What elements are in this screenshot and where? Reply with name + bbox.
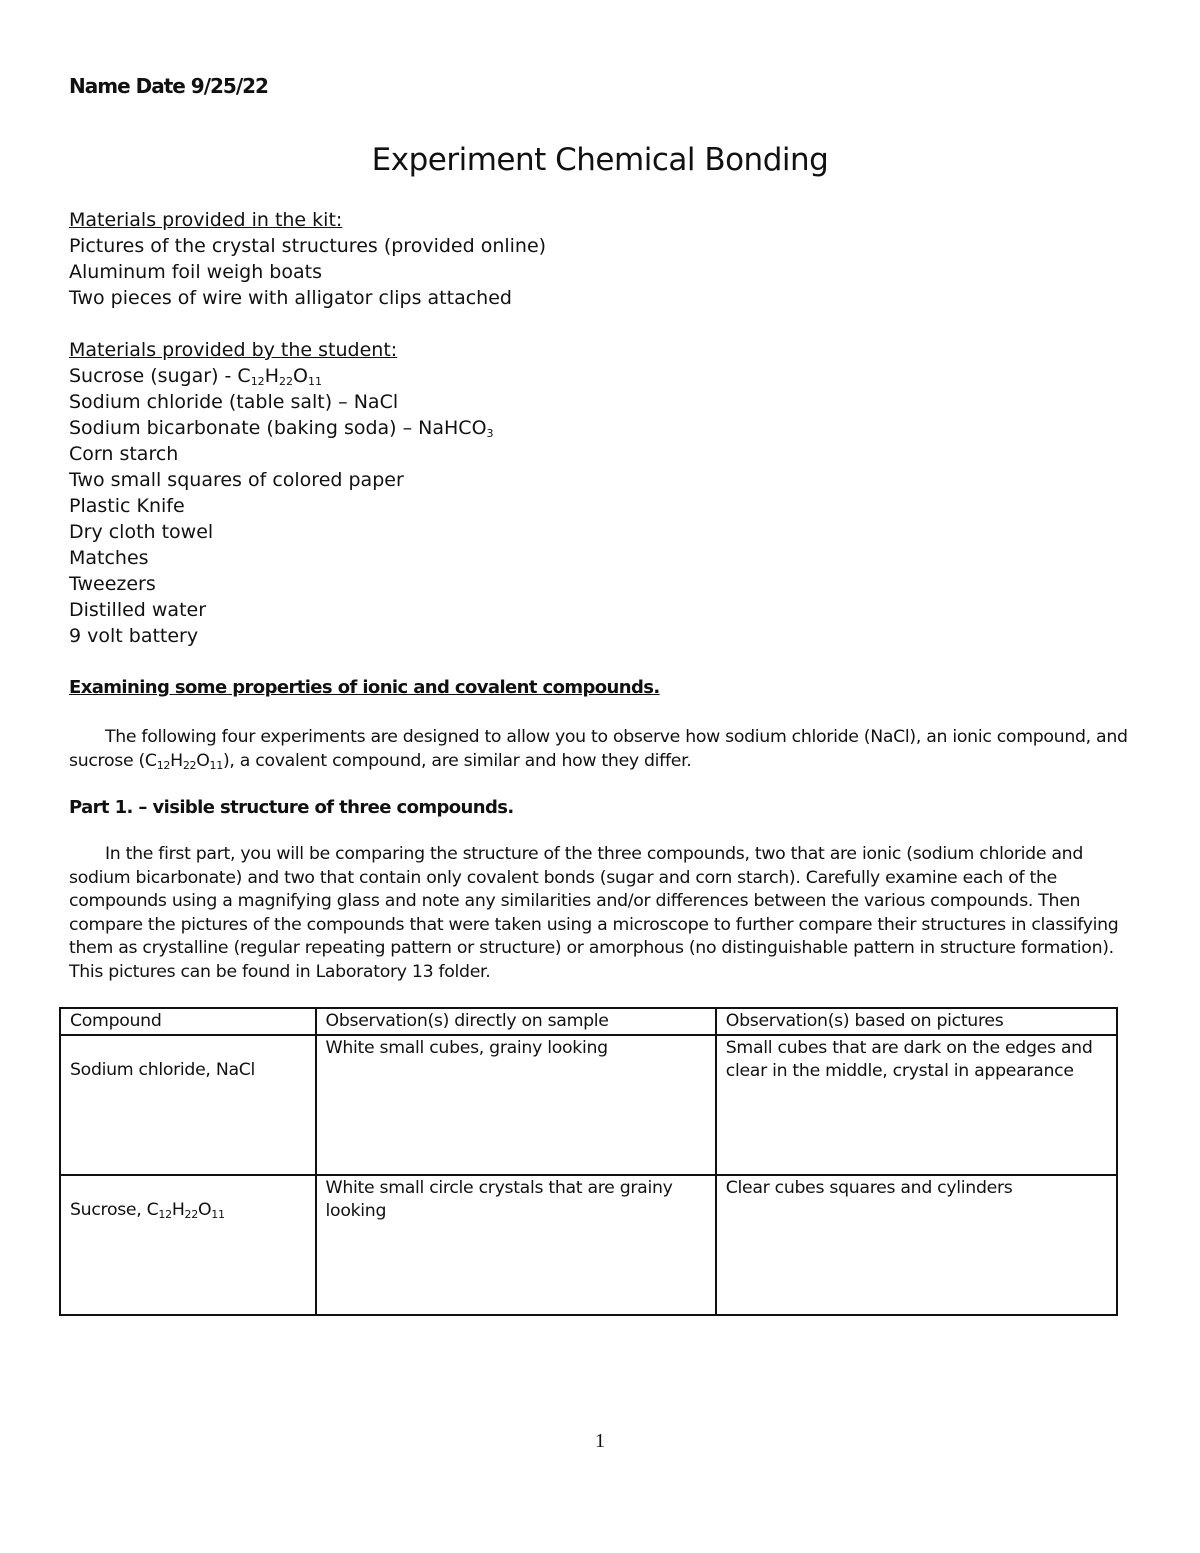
list-item: 9 volt battery: [69, 625, 199, 647]
part1-paragraph: In the first part, you will be comparing the structure of the three compounds, two that are ionic (sodium chloride and sodium bicarbonate) and two that contain only covalent bonds (sugar and corn starch). Carefully examine each of the compounds using a magnifying glass and note any similarities and/or differences between the various compounds. Then compare the pictures of the compounds that were taken using a microscope to further compare their structures in classifying them as crystalline (regular repeating pattern or structure) or amorphous (no distinguishable pattern in structure formation). This pictures can be found in Laboratory 13 folder.: [69, 844, 1119, 982]
observation-table: [59, 1007, 1118, 1316]
student-materials-heading: Materials provided by the student:: [69, 339, 398, 361]
table-row: [60, 1035, 1117, 1175]
column-header: Observation(s) directly on sample: [316, 1008, 716, 1035]
direct-observation-cell: White small cubes, grainy looking: [316, 1035, 716, 1175]
list-item-bicarbonate: Sodium bicarbonate (baking soda) – NaHCO$_3$: [69, 417, 494, 440]
list-item-sucrose: Sucrose (sugar) - $C_{12}H_{22}O_{11}$: [69, 365, 322, 388]
list-item: Aluminum foil weigh boats: [69, 261, 322, 283]
list-item-nacl: Sodium chloride (table salt) – NaCl: [69, 391, 399, 413]
page-title: Experiment Chemical Bonding: [371, 142, 829, 178]
compound-cell: Sodium chloride, NaCl: [60, 1035, 316, 1175]
intro-paragraph: The following four experiments are designed to allow you to observe how sodium chloride (NaCl), an ionic compound, and sucrose $(C_{12}H_{22}O_{11})$, a covalent compound, are similar and how they differ.: [69, 727, 1128, 772]
kit-materials-list: [69, 207, 546, 311]
list-item: Corn starch: [69, 443, 179, 465]
list-item: Distilled water: [69, 599, 207, 621]
student-materials-list: [69, 337, 494, 649]
page-number: 1: [595, 1430, 605, 1452]
table-row: [60, 1175, 1117, 1315]
list-item: Matches: [69, 547, 149, 569]
compound-cell: Sucrose, $C_{12}H_{22}O_{11}$: [60, 1175, 316, 1315]
direct-observation-cell: White small circle crystals that are grainy looking: [316, 1175, 716, 1315]
list-item: Two small squares of colored paper: [69, 469, 404, 491]
list-item: Pictures of the crystal structures (provided online): [69, 235, 547, 257]
kit-materials-heading: Materials provided in the kit:: [69, 209, 343, 231]
list-item: Tweezers: [69, 573, 156, 595]
picture-observation-cell: Small cubes that are dark on the edges and clear in the middle, crystal in appearance: [716, 1035, 1117, 1175]
list-item: Plastic Knife: [69, 495, 185, 517]
section-heading: Examining some properties of ionic and covalent compounds.: [69, 677, 660, 698]
part1-heading: Part 1. – visible structure of three compounds.: [69, 797, 514, 818]
picture-observation-cell: Clear cubes squares and cylinders: [716, 1175, 1117, 1315]
table-header-row: [60, 1008, 1117, 1035]
name-date-line: Name Date 9/25/22: [69, 74, 268, 98]
column-header: Observation(s) based on pictures: [716, 1008, 1117, 1035]
list-item: Dry cloth towel: [69, 521, 214, 543]
list-item: Two pieces of wire with alligator clips attached: [69, 287, 512, 309]
column-header: Compound: [60, 1008, 316, 1035]
